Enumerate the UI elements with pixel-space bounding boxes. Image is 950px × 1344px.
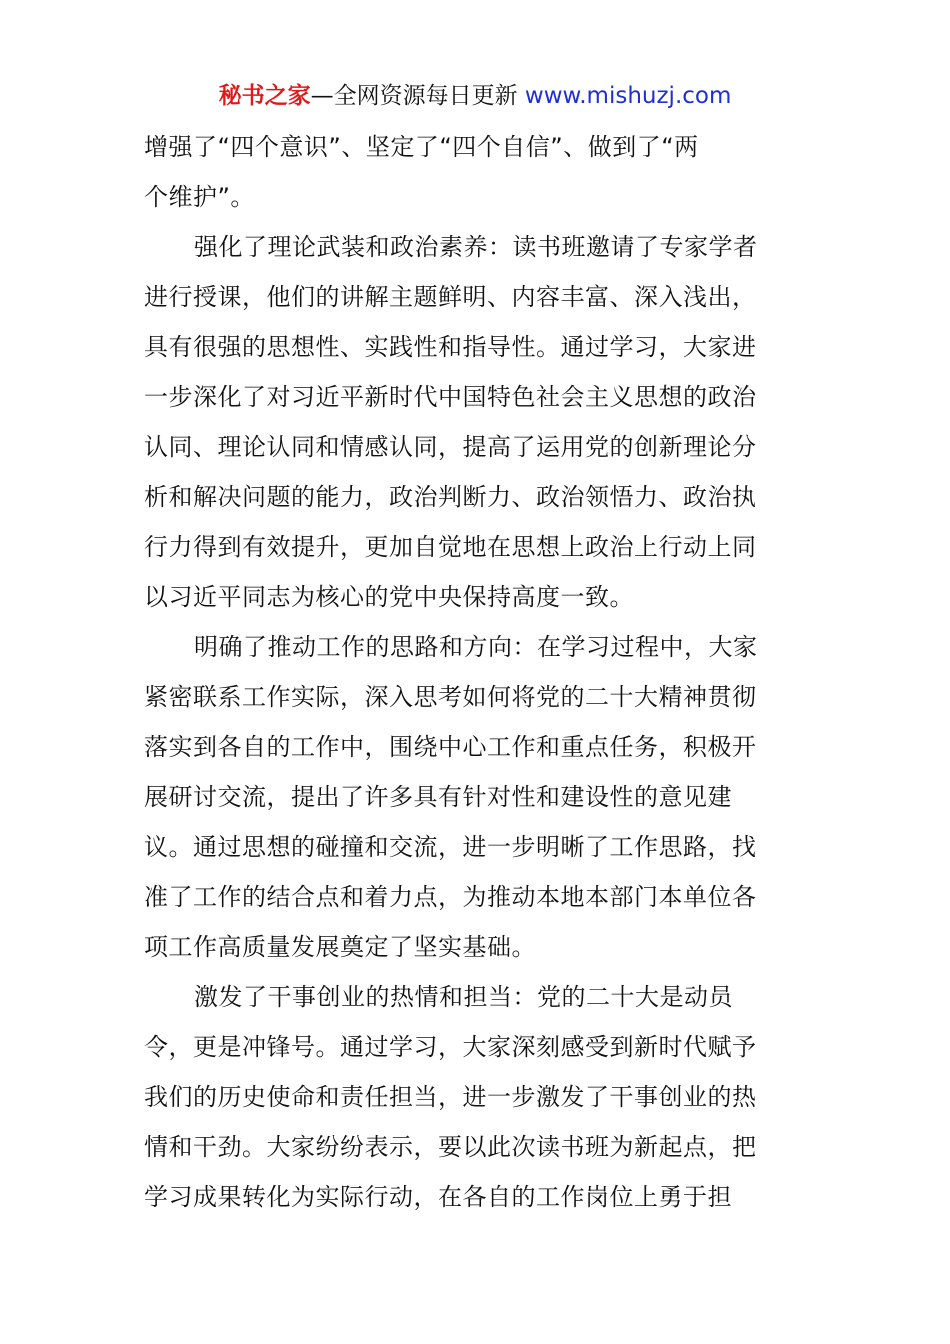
text-line: 行力得到有效提升，更加自觉地在思想上政治上行动上同 bbox=[144, 533, 757, 561]
text-line: 学习成果转化为实际行动，在各自的工作岗位上勇于担 bbox=[144, 1183, 732, 1211]
text-line: 以习近平同志为核心的党中央保持高度一致。 bbox=[144, 583, 634, 611]
text-line: 一步深化了对习近平新时代中国特色社会主义思想的政治 bbox=[144, 383, 757, 411]
text-line: 进行授课，他们的讲解主题鲜明、内容丰富、深入浅出， bbox=[144, 283, 757, 311]
text-line: 我们的历史使命和责任担当，进一步激发了干事创业的热 bbox=[144, 1083, 757, 1111]
text-line: 令，更是冲锋号。通过学习，大家深刻感受到新时代赋予 bbox=[144, 1033, 757, 1061]
text-line: 具有很强的思想性、实践性和指导性。通过学习，大家进 bbox=[144, 333, 757, 361]
text-line: 项工作高质量发展奠定了坚实基础。 bbox=[144, 933, 536, 961]
text-line: 展研讨交流，提出了许多具有针对性和建设性的意见建 bbox=[144, 783, 732, 811]
text-line: 落实到各自的工作中，围绕中心工作和重点任务，积极开 bbox=[144, 733, 757, 761]
text-line: 析和解决问题的能力，政治判断力、政治领悟力、政治执 bbox=[144, 483, 757, 511]
paragraph-start-line: 激发了干事创业的热情和担当：党的二十大是动员 bbox=[194, 983, 733, 1011]
text-line: 情和干劲。大家纷纷表示，要以此次读书班为新起点，把 bbox=[144, 1133, 757, 1161]
paragraph-start-line: 明确了推动工作的思路和方向：在学习过程中，大家 bbox=[194, 633, 758, 661]
site-url-link[interactable]: www.mishuzj.com bbox=[524, 83, 732, 109]
text-line: 个维护”。 bbox=[144, 183, 255, 211]
text-line: 议。通过思想的碰撞和交流，进一步明晰了工作思路，找 bbox=[144, 833, 757, 861]
text-line: 增强了“四个意识”、坚定了“四个自信”、做到了“两 bbox=[144, 133, 699, 161]
header-tagline: —全网资源每日更新 bbox=[310, 83, 525, 109]
page-header bbox=[0, 80, 950, 112]
document-body bbox=[144, 122, 808, 1222]
brand-name: 秘书之家 bbox=[218, 83, 311, 109]
text-line: 紧密联系工作实际，深入思考如何将党的二十大精神贯彻 bbox=[144, 683, 757, 711]
text-line: 认同、理论认同和情感认同，提高了运用党的创新理论分 bbox=[144, 433, 757, 461]
paragraph-start-line: 强化了理论武装和政治素养：读书班邀请了专家学者 bbox=[194, 233, 758, 261]
text-line: 准了工作的结合点和着力点，为推动本地本部门本单位各 bbox=[144, 883, 757, 911]
